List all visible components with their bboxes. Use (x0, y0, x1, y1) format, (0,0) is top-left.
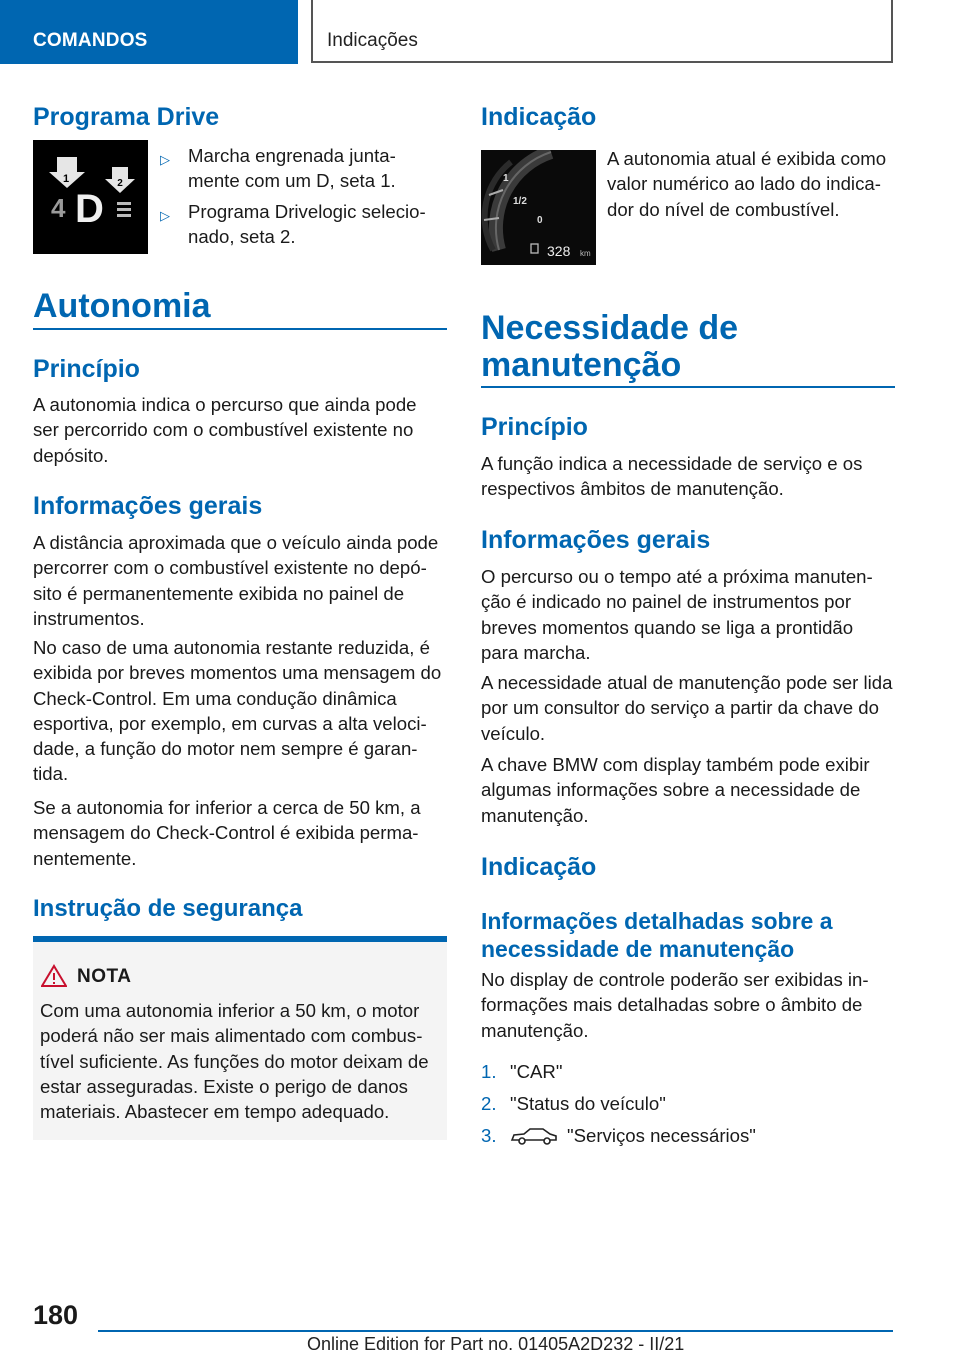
step-number: 3. (481, 1125, 497, 1146)
drive-program-icon (33, 140, 148, 254)
gauge-label-empty: 0 (537, 215, 543, 226)
section-tab[interactable] (0, 0, 298, 64)
car-icon (510, 1125, 558, 1147)
info-paragraph: A distância aproximada que o veículo ainda pode percorrer com o combustível existente no depó-sito é permanentemente exibida no painel de instrumentos. (33, 532, 439, 629)
note-text: Com uma autonomia inferior a 50 km, o motor poderá não ser mais alimentado com combus-tível suficiente. As funções do motor deixam de estar asseguradas. Existe o perigo de danos materiais. Abastecer em tempo adequado. (40, 1000, 429, 1123)
step-text: "Serviços necessários" (567, 1125, 756, 1146)
triangle-bullet-icon: ▷ (160, 152, 170, 167)
gauge-label-full: 1 (503, 173, 509, 184)
step-number: 1. (481, 1061, 497, 1082)
arrow-2-label: 2 (117, 178, 123, 189)
warning-icon (41, 964, 67, 988)
indicacao-subtitle: Indicação (481, 853, 597, 881)
arrow-1-label: 1 (62, 173, 70, 185)
info-paragraph: A necessidade atual de manutenção pode ser lida por um consultor do serviço a partir da chave do veículo. (481, 672, 893, 744)
range-value: 328 (547, 243, 571, 259)
info-paragraph: Se a autonomia for inferior a cerca de 50 km, a mensagem do Check-Control é exibida perma-nentemente. (33, 797, 421, 869)
drive-program-image (33, 140, 148, 254)
principio-text: A autonomia indica o percurso que ainda pode ser percorrido com o combustível existente no depósito. (33, 394, 417, 466)
detail-text: No display de controle poderão ser exibidas in-formações mais detalhadas sobre o âmbito de manutenção. (481, 969, 869, 1041)
section-label: COMANDOS (33, 30, 148, 51)
info-paragraph: No caso de uma autonomia restante reduzida, é exibida por breves momentos uma mensagem do Check-Control. Em uma condução dinâmica esportiva, por exemplo, em curvas a alta veloci-dade, a função do motor nem sempre é garan-tida. (33, 637, 442, 785)
page-number: 180 (33, 1300, 79, 1330)
manutencao-title: Necessidade de manutenção (481, 309, 739, 384)
indicacao-text: A autonomia atual é exibida como valor numérico ao lado do indica-dor do nível de combustível. (607, 148, 887, 220)
seguranca-title: Instrução de segurança (33, 895, 303, 922)
info-gerais-title: Informações gerais (481, 526, 711, 554)
indicacao-title: Indicação (481, 103, 597, 131)
programa-drive-title: Programa Drive (33, 103, 220, 131)
principio-title: Princípio (33, 355, 140, 383)
fuel-gauge-image (481, 150, 596, 265)
range-unit: km (580, 249, 591, 258)
footer-divider (98, 1330, 893, 1332)
step-text: "Status do veículo" (510, 1093, 666, 1114)
triangle-bullet-icon: ▷ (160, 208, 170, 223)
autonomia-title: Autonomia (33, 287, 211, 325)
principio-title: Princípio (481, 413, 588, 441)
gauge-label-half: 1/2 (513, 196, 527, 207)
step-number: 2. (481, 1093, 497, 1114)
principio-text: A função indica a necessidade de serviço e os respectivos âmbitos de manutenção. (481, 453, 863, 500)
chapter-header (311, 0, 893, 63)
info-paragraph: A chave BMW com display também pode exibir algumas informações sobre a necessidade de manutenção. (481, 754, 870, 826)
warning-note (33, 936, 447, 1140)
step-text: "CAR" (510, 1061, 563, 1082)
info-paragraph: O percurso ou o tempo até a próxima manuten-ção é indicado no painel de instrumentos por breves momentos quando se liga a prontidão para marcha. (481, 566, 873, 663)
fuel-gauge-graphic (481, 150, 596, 265)
detail-title: Informações detalhadas sobre a necessidade de manutenção (481, 908, 833, 962)
section-divider (481, 386, 895, 388)
note-title: NOTA (77, 966, 132, 987)
bullet-item: ▷ Programa Drivelogic selecio- nado, seta 2. (160, 201, 426, 248)
chapter-label: Indicações (327, 30, 418, 51)
bullet-item: ▷ Marcha engrenada junta- mente com um D, seta 1. (160, 145, 396, 192)
section-divider (33, 328, 447, 330)
edition-text: Online Edition for Part no. 01405A2D232 - II/21 (307, 1334, 685, 1354)
gear-left-label: 4 (51, 193, 66, 223)
gear-d-label: D (75, 187, 104, 231)
info-gerais-title: Informações gerais (33, 492, 263, 520)
